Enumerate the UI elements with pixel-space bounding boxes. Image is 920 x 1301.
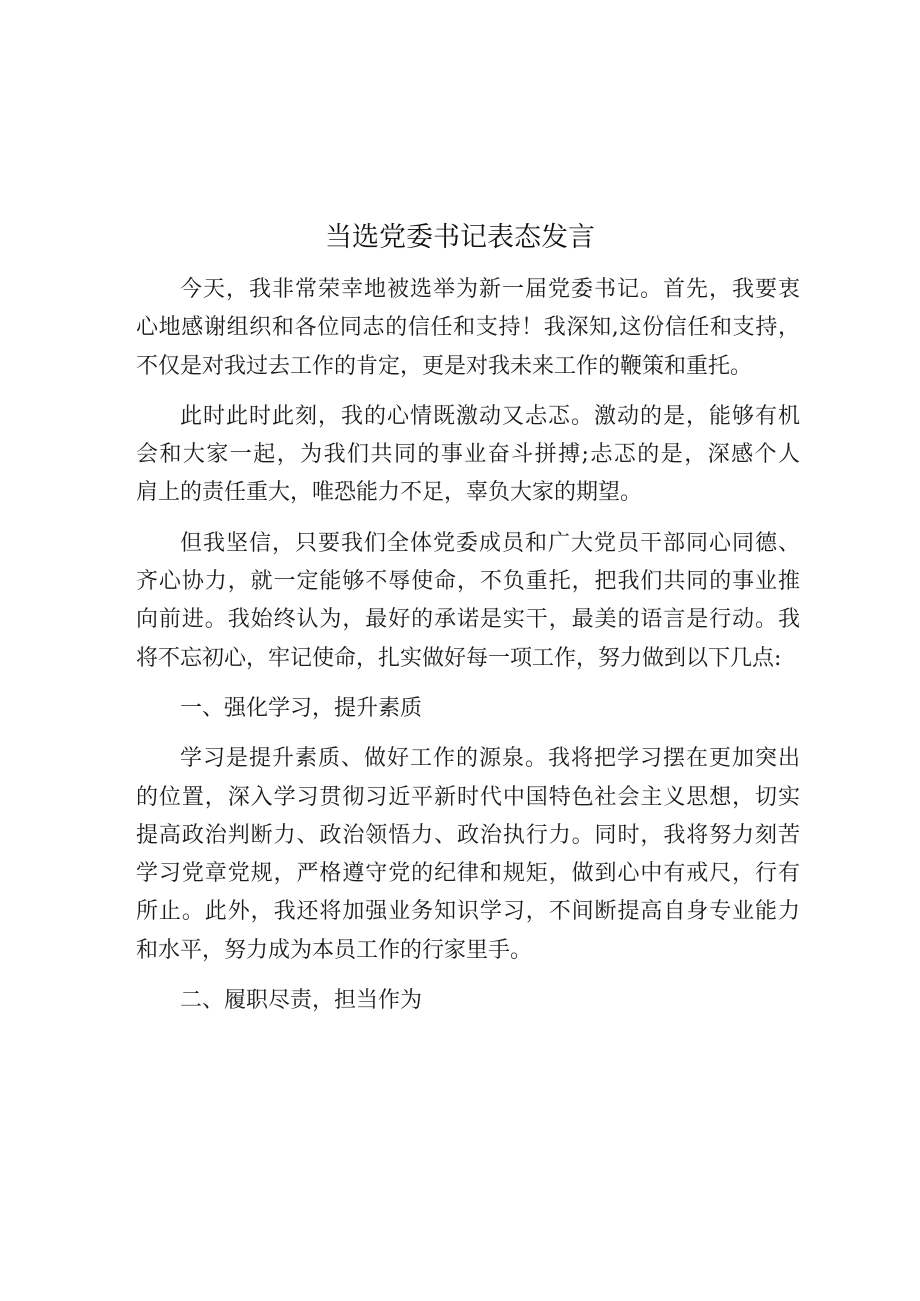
text-line: 所止。此外，我还将加强业务知识学习，不间断提高自身专业能力 <box>136 899 800 925</box>
paragraph-study <box>136 740 800 970</box>
text-line: 学习党章党规，严格遵守党的纪律和规矩，做到心中有戒尺，行有 <box>136 861 800 887</box>
section-heading-2: 二、履职尽责，担当作为 <box>180 988 423 1014</box>
text-line: 学习是提升素质、做好工作的源泉。我将把学习摆在更加突出 <box>180 746 800 772</box>
text-line: 此时此时此刻，我的心情既激动又忐忑。激动的是，能够有机 <box>180 403 800 429</box>
document-body <box>136 271 800 1032</box>
text-line: 和水平，努力成为本员工作的行家里手。 <box>136 937 533 963</box>
text-line: 向前进。我始终认为，最好的承诺是实干，最美的语言是行动。我 <box>136 607 800 633</box>
section-heading-1: 一、强化学习，提升素质 <box>180 695 423 721</box>
paragraph-feelings <box>136 398 800 513</box>
text-line: 不仅是对我过去工作的肯定，更是对我未来工作的鞭策和重托。 <box>136 353 753 379</box>
text-line: 但我坚信，只要我们全体党委成员和广大党员干部同心同德、 <box>180 530 800 556</box>
text-line: 会和大家一起，为我们共同的事业奋斗拼搏;忐忑的是，深感个人 <box>136 442 800 468</box>
text-line: 的位置，深入学习贯彻习近平新时代中国特色社会主义思想，切实 <box>136 784 800 810</box>
text-line: 将不忘初心，牢记使命，扎实做好每一项工作，努力做到以下几点: <box>136 645 782 671</box>
document-title: 当选党委书记表态发言 <box>325 222 595 253</box>
text-line: 今天，我非常荣幸地被选举为新一届党委书记。首先，我要衷 <box>180 277 800 302</box>
text-line: 齐心协力，就一定能够不辱使命，不负重托，把我们共同的事业推 <box>136 569 800 595</box>
text-line: 肩上的责任重大，唯恐能力不足，辜负大家的期望。 <box>136 480 643 506</box>
paragraph-intro <box>136 271 800 386</box>
text-line: 提高政治判断力、政治领悟力、政治执行力。同时，我将努力刻苦 <box>136 822 800 848</box>
paragraph-commitment <box>136 525 800 678</box>
text-line: 心地感谢组织和各位同志的信任和支持！我深知,这份信任和支持， <box>136 315 800 341</box>
